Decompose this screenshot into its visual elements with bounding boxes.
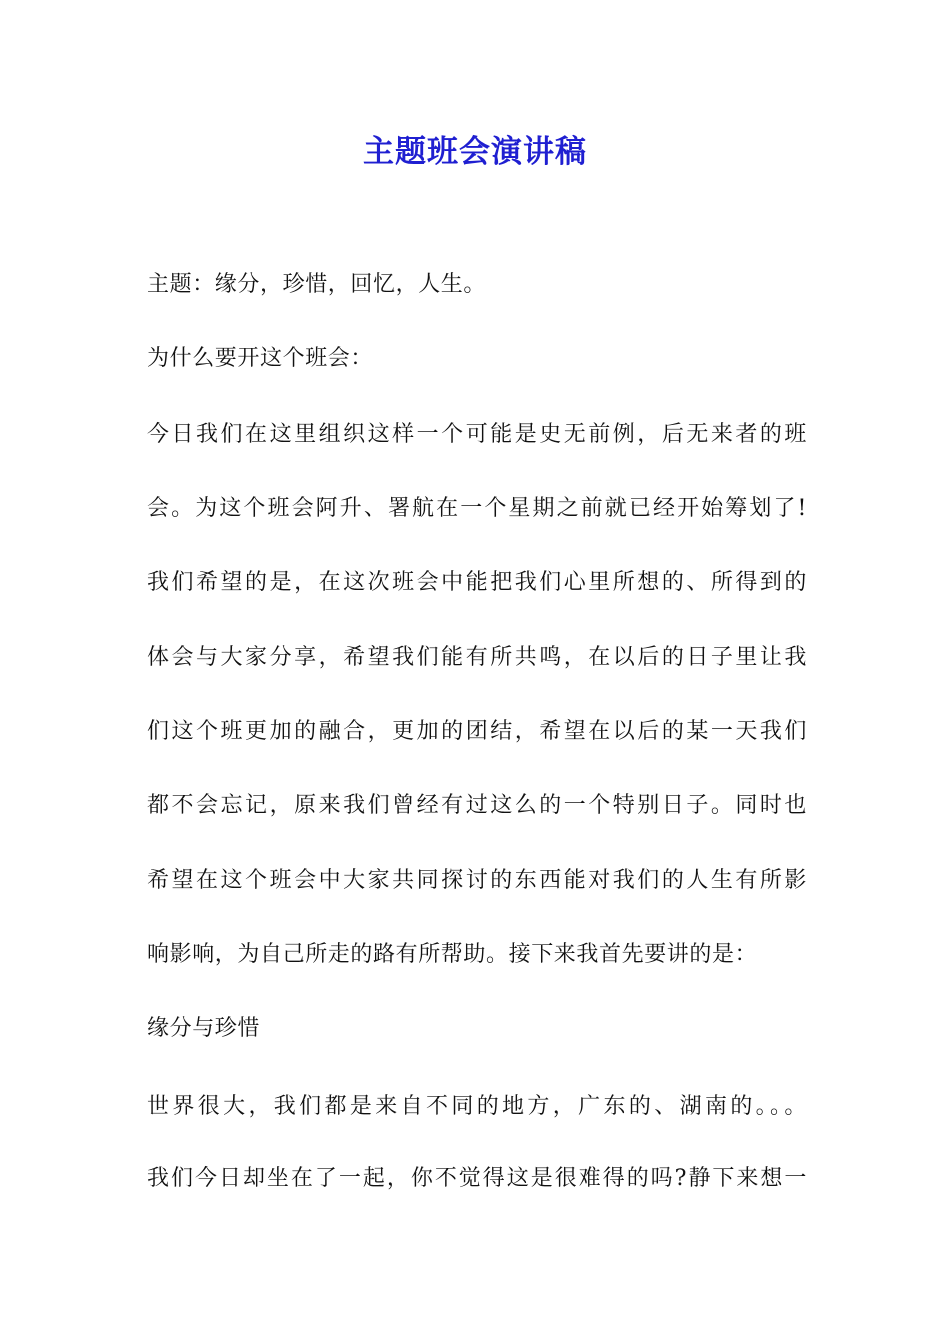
paragraph-line: 会。为这个班会阿升、署航在一个星期之前就已经开始筹划了! — [147, 496, 807, 521]
paragraph-line: 体会与大家分享，希望我们能有所共鸣，在以后的日子里让我 — [147, 645, 807, 670]
paragraph-line: 我们今日却坐在了一起，你不觉得这是很难得的吗?静下来想一 — [147, 1166, 807, 1191]
paragraph-line: 世界很大，我们都是来自不同的地方，广东的、湖南的。。。 — [147, 1094, 807, 1119]
paragraph-line: 今日我们在这里组织这样一个可能是史无前例，后无来者的班 — [147, 422, 807, 447]
paragraph-line: 希望在这个班会中大家共同探讨的东西能对我们的人生有所影 — [147, 868, 807, 893]
paragraph-line: 我们希望的是，在这次班会中能把我们心里所想的、所得到的 — [147, 570, 807, 595]
paragraph-line: 都不会忘记，原来我们曾经有过这么的一个特别日子。同时也 — [147, 793, 807, 818]
paragraph-line: 响影响，为自己所走的路有所帮助。接下来我首先要讲的是： — [147, 942, 758, 967]
document-title: 主题班会演讲稿 — [363, 134, 587, 170]
paragraph-line: 们这个班更加的融合，更加的团结，希望在以后的某一天我们 — [147, 719, 807, 744]
theme-line: 主题：缘分，珍惜，回忆，人生。 — [147, 272, 487, 297]
section-heading-why: 为什么要开这个班会： — [147, 346, 374, 371]
section-heading-fate: 缘分与珍惜 — [147, 1016, 261, 1041]
